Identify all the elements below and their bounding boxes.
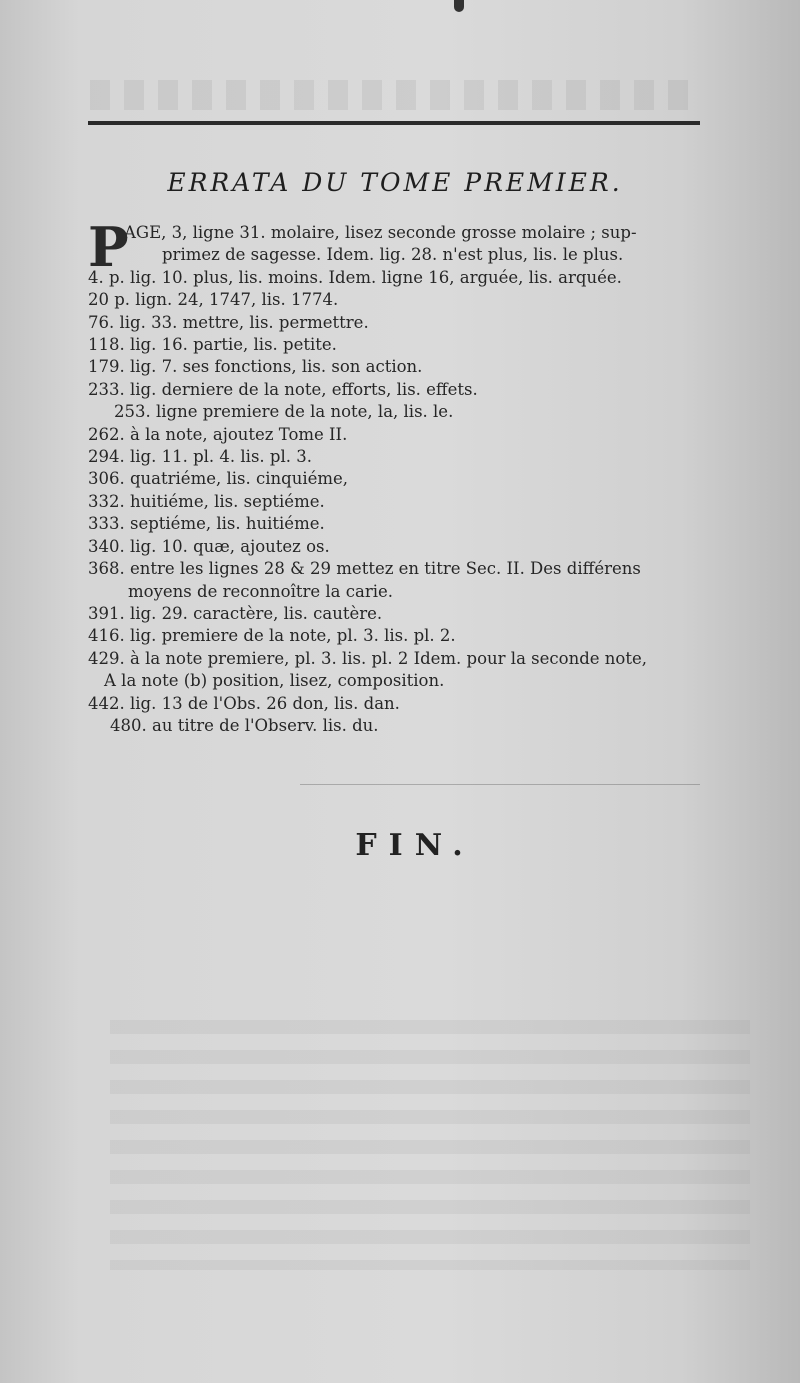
errata-entry: 76. lig. 33. mettre, lis. permettre. <box>88 312 369 332</box>
errata-entry: A la note (b) position, lisez, composition. <box>104 671 445 691</box>
errata-entry: 429. à la note premiere, pl. 3. lis. pl. 2 Idem. pour la seconde note, <box>88 648 647 668</box>
errata-entry: 480. au titre de l'Observ. lis. du. <box>110 715 379 735</box>
errata-entry: 442. lig. 13 de l'Obs. 26 don, lis. dan. <box>88 693 400 713</box>
errata-entry: 294. lig. 11. pl. 4. lis. pl. 3. <box>88 447 312 467</box>
errata-entry: 20 p. lign. 24, 1747, lis. 1774. <box>88 290 339 310</box>
paper-crease <box>300 784 700 785</box>
errata-entry: 4. p. lig. 10. plus, lis. moins. Idem. ligne 16, arguée, lis. arquée. <box>88 267 622 287</box>
errata-entry: 340. lig. 10. quæ, ajoutez os. <box>88 536 330 556</box>
header-rule <box>88 121 700 125</box>
errata-entry: 416. lig. premiere de la note, pl. 3. lis. pl. 2. <box>88 626 456 646</box>
errata-list <box>88 215 738 737</box>
page-mark <box>454 0 464 12</box>
bleed-through-text <box>110 1020 750 1270</box>
errata-entry: 306. quatriéme, lis. cinquiéme, <box>88 469 349 489</box>
errata-entry: 368. entre les lignes 28 & 29 mettez en titre Sec. II. Des différens <box>88 559 641 579</box>
errata-entry: 333. septiéme, lis. huitiéme. <box>88 514 325 534</box>
errata-entry-continuation: moyens de reconnoître la carie. <box>128 581 394 601</box>
errata-entry: 332. huitiéme, lis. septiéme. <box>88 491 325 511</box>
errata-line: primez de sagesse. Idem. lig. 28. n'est plus, lis. le plus. <box>162 245 624 265</box>
errata-entry: 391. lig. 29. caractère, lis. cautère. <box>88 603 383 623</box>
page-title: ERRATA DU TOME PREMIER. <box>167 168 623 197</box>
errata-entry: 233. lig. derniere de la note, efforts, lis. effets. <box>88 379 478 399</box>
errata-entry: 118. lig. 16. partie, lis. petite. <box>88 335 337 355</box>
errata-entry: 262. à la note, ajoutez Tome II. <box>88 424 348 444</box>
errata-entry: 179. lig. 7. ses fonctions, lis. son action. <box>88 357 423 377</box>
errata-entry: 253. ligne premiere de la note, la, lis. le. <box>114 402 454 422</box>
errata-line: AGE, 3, ligne 31. molaire, lisez seconde grosse molaire ; sup- <box>124 223 637 242</box>
drop-cap: P <box>88 215 129 279</box>
fin-label: FIN. <box>355 828 475 863</box>
bleed-through-header <box>90 80 700 110</box>
